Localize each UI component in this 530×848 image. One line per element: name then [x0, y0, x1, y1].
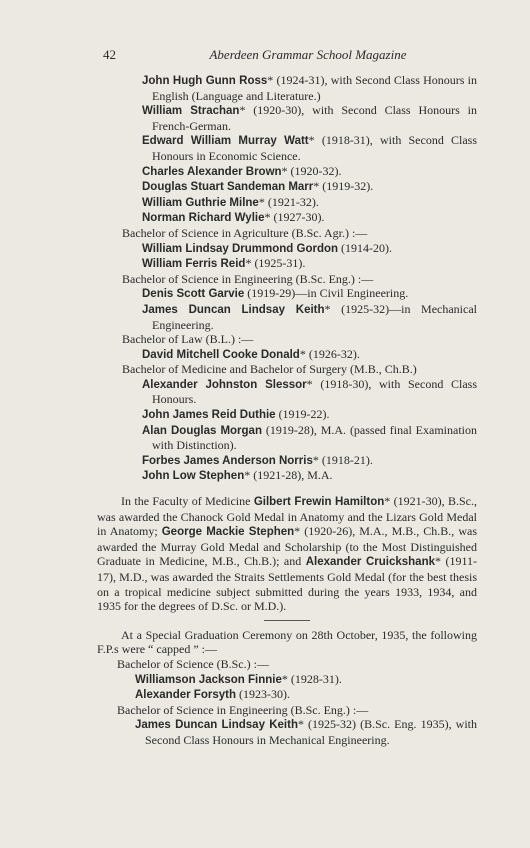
graduate-name: William Guthrie Milne [142, 196, 259, 209]
paragraph-text: * (1921-30), B.Sc., was awarded the Chanock Gold Medal in Anatomy and the Lizars Gold Medal in Anatomy; [97, 494, 477, 539]
running-title: Aberdeen Grammar School Magazine [209, 47, 407, 62]
graduate-name: Norman Richard Wylie [142, 212, 265, 225]
graduate-details: * (1918-21). [312, 452, 373, 467]
graduate-entry [97, 241, 477, 257]
graduate-details: * (1925-32)—in Mechanical Engineering. [152, 301, 477, 332]
graduate-details: * (1926-32). [299, 346, 360, 361]
graduate-name: James Duncan Lindsay Keith [142, 303, 325, 316]
graduate-entry [97, 687, 477, 703]
graduate-details: * (1920-32). [281, 163, 342, 178]
graduate-entry [97, 133, 477, 163]
graduate-name: William Strachan [142, 105, 240, 118]
graduate-details: * (1924-31), with Second Class Honours in English (Language and Literature.) [152, 73, 477, 103]
degree-heading: Bachelor of Science in Engineering (B.Sc. Eng.) :— [117, 702, 369, 717]
graduate-name: David Mitchell Cooke Donald [142, 348, 300, 361]
graduate-name: John James Reid Duthie [142, 409, 276, 422]
graduate-entry [97, 347, 477, 363]
graduate-entry [97, 164, 477, 180]
graduate-name: Alexander Forsyth [135, 689, 236, 702]
graduate-details: * (1920-30), with Second Class Honours in French-German. [152, 103, 477, 133]
award-recipient-name: Alexander Cruickshank [305, 556, 435, 569]
graduate-name: Douglas Stuart Sandeman Marr [142, 181, 314, 194]
graduate-entry [97, 210, 477, 226]
paragraph-text: In the Faculty of Medicine [121, 494, 254, 509]
graduate-name: William Ferris Reid [142, 258, 246, 271]
graduate-list [97, 73, 477, 484]
graduate-details: * (1919-32). [313, 179, 374, 194]
medicine-paragraph [97, 494, 477, 614]
graduate-entry [97, 286, 477, 302]
graduate-entry [97, 453, 477, 469]
page-body [97, 73, 477, 748]
graduate-details: (1919-22). [275, 407, 330, 422]
graduate-details: * (1927-30). [264, 210, 325, 225]
graduate-entry [97, 468, 477, 484]
page-header [103, 47, 483, 67]
degree-heading: Bachelor of Science (B.Sc.) :— [117, 656, 269, 671]
graduate-details: * (1918-31), with Second Class Honours in Economic Science. [152, 133, 477, 163]
graduate-details: * (1918-30), with Second Class Honours. [152, 376, 478, 407]
graduate-name: Alan Douglas Morgan [142, 424, 262, 437]
special-graduate-list [97, 657, 477, 748]
graduate-entry [97, 672, 477, 688]
graduate-details: (1923-30). [235, 687, 290, 702]
award-recipient-name: Gilbert Frewin Hamilton [253, 496, 385, 509]
graduate-entry [97, 377, 477, 407]
special-graduation-paragraph: At a Special Graduation Ceremony on 28th October, 1935, the following F.P.s were “ capped ” :— [97, 627, 477, 657]
graduate-entry [97, 423, 477, 453]
graduate-name: John Hugh Gunn Ross [142, 75, 268, 87]
graduate-details: * (1921-28), M.A. [244, 468, 333, 483]
degree-heading: Bachelor of Medicine and Bachelor of Surgery (M.B., Ch.B.) [122, 362, 417, 377]
graduate-details: * (1925-31). [245, 256, 306, 271]
graduate-details: (1914-20). [338, 240, 393, 255]
section-divider [264, 620, 310, 621]
graduate-entry [97, 179, 477, 195]
graduate-details: (1919-29)—in Civil Engineering. [244, 286, 409, 301]
graduate-name: Edward William Murray Watt [142, 135, 309, 148]
graduate-entry [97, 407, 477, 423]
graduate-details: * (1925-32) (B.Sc. Eng. 1935), with Second Class Honours in Mechanical Engineering. [145, 717, 477, 747]
graduate-name: Charles Alexander Brown [142, 165, 282, 178]
paragraph-text: * (1920-26), M.A., M.B., Ch.B., was awarded the Murray Gold Medal and Scholarship (to the Most Distinguished Graduate in Medicine, M.B., Ch.B.); and [97, 524, 477, 569]
graduate-name: Williamson Jackson Finnie [135, 673, 282, 686]
graduate-details: * (1928-31). [281, 671, 342, 686]
graduate-name: Alexander Johnston Slessor [142, 378, 307, 391]
award-recipient-name: George Mackie Stephen [161, 526, 295, 539]
graduate-entry [97, 103, 477, 133]
graduate-entry [97, 73, 477, 103]
graduate-name: Denis Scott Garvie [142, 288, 245, 301]
graduate-entry [97, 302, 477, 332]
graduate-name: William Lindsay Drummond Gordon [142, 242, 339, 255]
graduate-details: * (1921-32). [258, 194, 319, 209]
degree-heading: Bachelor of Law (B.L.) :— [122, 332, 254, 347]
graduate-entry [97, 256, 477, 272]
graduate-details: (1919-28), M.A. (passed final Examination with Distinction). [152, 422, 477, 453]
graduate-name: John Low Stephen [142, 470, 245, 483]
graduate-name: Forbes James Anderson Norris [142, 454, 313, 467]
graduate-entry [97, 717, 477, 747]
paragraph-text: * (1911-17), M.D., was awarded the Straits Settlements Gold Medal (for the best thesis on a tropical medicine subject submitted during the years 1933, 1934, and 1935 for the degrees of D.Sc. or M.D.). [97, 554, 478, 614]
page-number: 42 [103, 47, 116, 62]
degree-heading: Bachelor of Science in Agriculture (B.Sc. Agr.) :— [122, 225, 368, 240]
degree-heading: Bachelor of Science in Engineering (B.Sc. Eng.) :— [122, 271, 374, 286]
graduate-entry [97, 195, 477, 211]
graduate-name: James Duncan Lindsay Keith [135, 719, 298, 732]
